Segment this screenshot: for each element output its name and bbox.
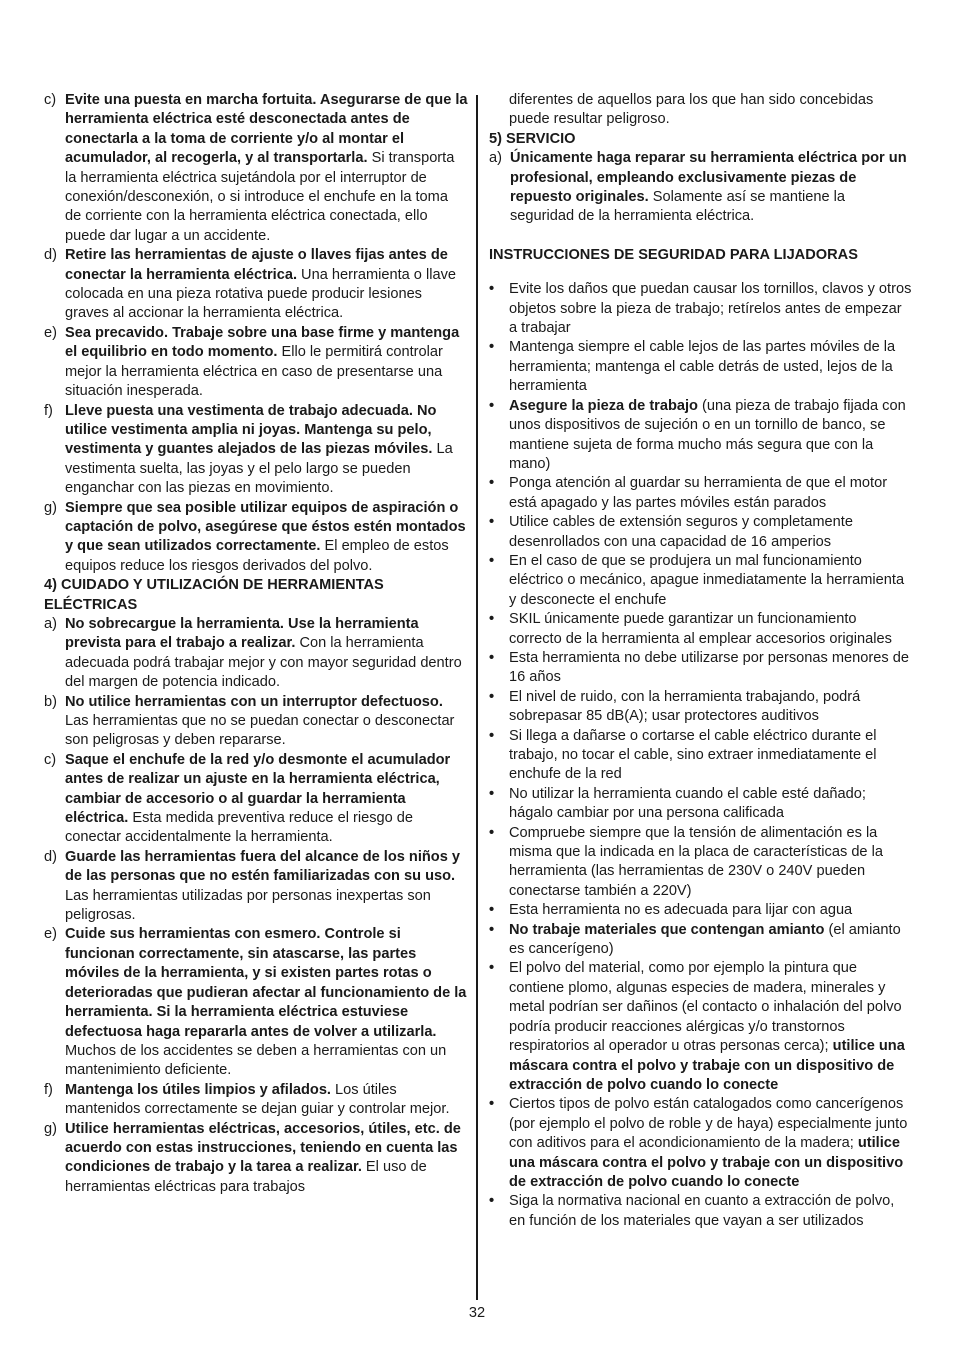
item-text: Esta medida preventiva reduce el riesgo de conectar accidentalmente la herramienta.	[65, 810, 414, 846]
item-bold-text: Siempre que sea posible utilizar equipos de aspiración o captación de polvo, asegúrese que éstos estén montados y que sean utilizados correctamente.	[65, 499, 466, 555]
bullet-item	[489, 901, 913, 920]
item-text: El empleo de estos equipos reduce los riesgos derivados del polvo.	[65, 538, 449, 574]
list-item	[44, 751, 468, 848]
bullet-text: Utilice cables de extensión seguros y completamente desenrollados con una capacidad de 16 amperios	[509, 514, 853, 550]
bullet-text: Compruebe siempre que la tensión de alimentación es la misma que la indicada en la placa de características de la herramienta (las herramientas de 230V o 240V pueden conectarse también a 220V)	[509, 824, 883, 899]
item-label: d)	[44, 848, 57, 865]
list-item	[44, 499, 468, 577]
item-bold-text: Guarde las herramientas fuera del alcance de los niños y de las personas que no estén familiarizadas con su uso.	[65, 848, 461, 885]
item-label: d)	[44, 247, 57, 264]
list-item	[44, 615, 468, 693]
bullet-bold-text: utilice una máscara contra el polvo y trabaje con un dispositivo de extracción de polvo cuando lo conecte	[509, 1038, 905, 1093]
bullet-icon: •	[489, 921, 495, 938]
bullet-item	[489, 280, 913, 338]
bullet-text: Ponga atención al guardar su herramienta de que el motor está apagado y las partes móviles están parados	[509, 475, 888, 511]
bullet-item	[489, 785, 913, 824]
list-item	[44, 91, 468, 246]
bullet-item	[489, 727, 913, 785]
item-bold-text: Saque el enchufe de la red y/o desmonte el acumulador antes de realizar un ajuste en la herramienta eléctrica, cambiar de accesorio o al guardar la herramienta eléctrica.	[65, 751, 451, 827]
item-label: g)	[44, 1120, 57, 1137]
bullet-icon: •	[489, 552, 495, 569]
item-text: Las herramientas que no se puedan conectar o desconectar son peligrosas y deben repararse.	[65, 713, 455, 749]
item-label: a)	[44, 615, 57, 632]
bullet-item	[489, 1095, 913, 1192]
bullet-icon: •	[489, 397, 495, 414]
list-item	[44, 402, 468, 499]
bullet-text: Siga la normativa nacional en cuanto a extracción de polvo, en función de los materiales que vayan a ser utilizados	[509, 1193, 895, 1229]
bullet-text: El nivel de ruido, con la herramienta trabajando, podrá sobrepasar 85 dB(A); usar protectores auditivos	[509, 688, 861, 725]
item-bold-text: Cuide sus herramientas con esmero. Controle si funcionan correctamente, sin atascarse, las partes móviles de la herramienta, y si existen partes rotas o deterioradas que pudieran afectar al funcionamiento de la herramienta. Si la herramienta eléctrica estuviese defectuosa haga repararla antes de volver a utilizarla.	[65, 926, 467, 1040]
bullet-text: Si llega a dañarse o cortarse el cable eléctrico durante el trabajo, no tocar el cable, sino extraer inmediatamente el enchufe de la red	[509, 727, 877, 783]
item-bold-text: Utilice herramientas eléctricas, accesorios, útiles, etc. de acuerdo con estas instrucciones, teniendo en cuenta las condiciones de trabajo y la tarea a realizar.	[65, 1120, 461, 1176]
bullet-text: No utilizar la herramienta cuando el cable esté dañado; hágalo cambiar por una persona calificada	[509, 785, 866, 822]
bullet-icon: •	[489, 902, 495, 919]
bullet-item	[489, 513, 913, 552]
item-text: Con la herramienta adecuada podrá trabajar mejor y con mayor seguridad dentro del margen de potencia indicado.	[65, 635, 462, 691]
item-label: e)	[44, 926, 57, 943]
bullet-icon: •	[489, 514, 495, 531]
item-text: Solamente así se mantiene la seguridad de la herramienta eléctrica.	[510, 189, 846, 225]
bullet-icon: •	[489, 688, 495, 705]
list-item	[44, 1081, 468, 1120]
list-item	[489, 149, 913, 227]
bullet-bold-text: Asegure la pieza de trabajo	[509, 397, 698, 414]
list-item	[44, 324, 468, 402]
bullet-item	[489, 552, 913, 610]
item-bold-text: Sea precavido. Trabaje sobre una base firme y mantenga el equilibrio en todo momento.	[65, 324, 460, 361]
bullet-text: Esta herramienta no es adecuada para lijar con agua	[509, 902, 853, 919]
bullet-text: (el amianto es cancerígeno)	[509, 921, 901, 958]
bullet-text: Esta herramienta no debe utilizarse por personas menores de 16 años	[509, 649, 909, 686]
list-item	[44, 1120, 468, 1198]
bullet-icon: •	[489, 727, 495, 744]
bullet-icon: •	[489, 1096, 495, 1113]
column-divider	[476, 95, 478, 1300]
list-item	[44, 925, 468, 1080]
section-5-items	[489, 149, 913, 227]
item-text: El uso de herramientas eléctricas para trabajos	[65, 1159, 427, 1195]
list-item	[44, 848, 468, 926]
section-4-items	[44, 615, 468, 1197]
bullet-text: Ciertos tipos de polvo están catalogados como cancerígenos (por ejemplo el polvo de roble y de haya) especialmente junto con aditivos para el acondicionamiento de la madera;	[509, 1096, 908, 1152]
bullet-text: Evite los daños que puedan causar los tornillos, clavos y otros objetos sobre la pieza de trabajo; retírelos antes de empezar a trabajar	[509, 281, 912, 337]
bullet-item	[489, 474, 913, 513]
bullet-item	[489, 610, 913, 649]
item-text: Ello le permitirá controlar mejor la herramienta eléctrica en caso de presentarse una situación inesperada.	[65, 344, 443, 400]
bullet-icon: •	[489, 649, 495, 666]
bullet-item	[489, 397, 913, 475]
bullet-item	[489, 338, 913, 396]
bullet-text: Mantenga siempre el cable lejos de las partes móviles de la herramienta; mantenga el cable detrás de usted, lejos de la herramienta	[509, 339, 896, 395]
bullet-item	[489, 921, 913, 960]
bullet-icon: •	[489, 1193, 495, 1210]
bullet-text: SKIL únicamente puede garantizar un funcionamiento correcto de la herramienta al emplear accesorios originales	[509, 611, 892, 647]
bullet-bold-text: utilice una máscara contra el polvo y trabaje con un dispositivo de extracción de polvo cuando lo conecte	[509, 1135, 904, 1190]
continued-text: diferentes de aquellos para los que han sido concebidas puede resultar peligroso.	[509, 92, 874, 128]
left-column	[44, 91, 468, 1197]
item-label: b)	[44, 693, 57, 710]
item-label: c)	[44, 92, 57, 108]
bullet-item	[489, 649, 913, 688]
general-safety-items	[44, 91, 468, 576]
item-text: Los útiles mantenidos correctamente se dejan guiar y controlar mejor.	[65, 1081, 450, 1118]
bullet-icon: •	[489, 611, 495, 628]
item-bold-text: No utilice herramientas con un interruptor defectuoso.	[65, 693, 443, 710]
sander-safety-heading: INSTRUCCIONES DE SEGURIDAD PARA LIJADORAS	[489, 246, 858, 263]
bullet-icon: •	[489, 339, 495, 356]
item-text: Las herramientas utilizadas por personas inexpertas son peligrosas.	[65, 887, 431, 924]
item-bold-text: Evite una puesta en marcha fortuita. Asegurarse de que la herramienta eléctrica esté desconectada antes de conectarla a la toma de corriente y/o al montar el acumulador, al recogerla, y al transportarla.	[65, 92, 468, 167]
item-text: Si transporta la herramienta eléctrica sujetándola por el interruptor de conexión/desconexión, o si introduce el enchufe en la toma de corriente con la herramienta eléctrica conectada, ello puede dar lugar a un accidente.	[65, 150, 455, 244]
list-item	[44, 246, 468, 324]
section-5-title: 5) SERVICIO	[489, 130, 576, 147]
bullet-text: El polvo del material, como por ejemplo la pintura que contiene plomo, algunas especies de madera, minerales y metal podrían ser dañinos (el contacto o inhalación del polvo podría producir reacciones alérgicas y/o transtornos respiratorios al operador u otras personas cerca);	[509, 960, 902, 1055]
item-label: a)	[489, 150, 502, 167]
bullet-item	[489, 1192, 913, 1231]
bullet-icon: •	[489, 785, 495, 802]
list-item	[44, 693, 468, 751]
bullet-item	[489, 959, 913, 1095]
item-bold-text: Únicamente haga reparar su herramienta eléctrica por un profesional, empleando exclusivamente piezas de repuesto originales.	[510, 150, 907, 206]
item-bold-text: Retire las herramientas de ajuste o llaves fijas antes de conectar la herramienta eléctrica.	[65, 247, 448, 283]
item-text: Muchos de los accidentes se deben a herramientas con un mantenimiento deficiente.	[65, 1042, 447, 1079]
item-label: f)	[44, 402, 53, 419]
bullet-text: (una pieza de trabajo fijada con unos dispositivos de sujeción o en un tornillo de banco, se mantiene sujeta de forma mucho más segura que con la mano)	[509, 397, 906, 472]
item-bold-text: No sobrecargue la herramienta. Use la herramienta prevista para el trabajo a realizar.	[65, 615, 419, 652]
item-label: e)	[44, 324, 57, 341]
item-text: Una herramienta o llave colocada en una pieza rotativa puede producir lesiones graves al accionar la herramienta eléctrica.	[65, 266, 456, 322]
bullet-item	[489, 688, 913, 727]
item-label: g)	[44, 499, 57, 516]
sander-safety-list	[489, 280, 913, 1231]
bullet-icon: •	[489, 960, 495, 977]
item-bold-text: Lleve puesta una vestimenta de trabajo adecuada. No utilice vestimenta amplia ni joyas. Mantenga su pelo, vestimenta y guantes alejados de las piezas móviles.	[65, 402, 437, 458]
item-label: c)	[44, 751, 57, 768]
item-label: f)	[44, 1081, 53, 1098]
bullet-icon: •	[489, 824, 495, 841]
bullet-icon: •	[489, 475, 495, 492]
page-number: 32	[468, 1305, 486, 1321]
item-text: La vestimenta suelta, las joyas y el pelo largo se pueden enganchar con las piezas en movimiento.	[65, 441, 453, 497]
section-4-title: 4) CUIDADO Y UTILIZACIÓN DE HERRAMIENTAS ELÉCTRICAS	[44, 577, 384, 613]
bullet-item	[489, 824, 913, 902]
bullet-bold-text: No trabaje materiales que contengan amianto	[509, 921, 825, 938]
right-column	[489, 91, 913, 1231]
item-bold-text: Mantenga los útiles limpios y afilados.	[65, 1081, 331, 1098]
bullet-icon: •	[489, 281, 495, 298]
bullet-text: En el caso de que se produjera un mal funcionamiento eléctrico o mecánico, apague inmediatamente la herramienta y desconecte el enchufe	[509, 552, 905, 608]
